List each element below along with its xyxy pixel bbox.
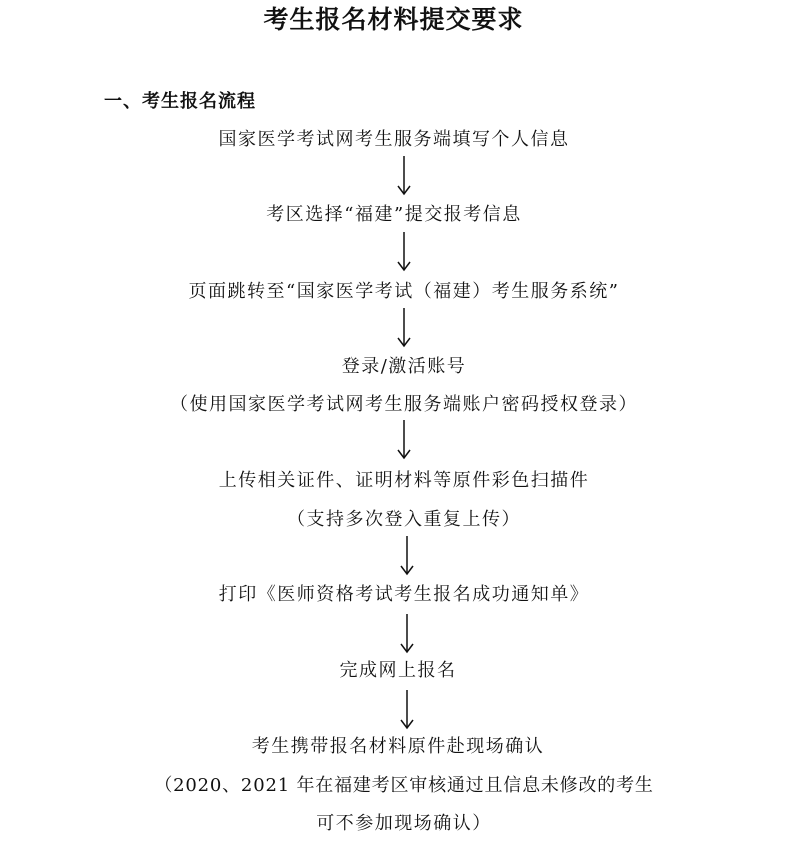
flow-step-onsite-note-2: 可不参加现场确认）	[316, 813, 492, 834]
document-title: 考生报名材料提交要求	[263, 5, 524, 34]
flow-step-onsite-note-1: （2020、2021 年在福建考区审核通过且信息未修改的考生	[154, 775, 654, 796]
flow-arrow-down-icon	[399, 536, 415, 576]
flow-step-complete: 完成网上报名	[339, 660, 457, 681]
flow-step-select-region: 考区选择“福建”提交报考信息	[266, 204, 522, 225]
flow-arrow-down-icon	[396, 232, 412, 272]
flow-step-upload-note: （支持多次登入重复上传）	[287, 509, 521, 530]
flow-step-login-note: （使用国家医学考试网考生服务端账户密码授权登录）	[170, 394, 638, 415]
flow-step-print-notice: 打印《医师资格考试考生报名成功通知单》	[218, 584, 590, 605]
section-heading: 一、考生报名流程	[104, 91, 256, 112]
flow-step-onsite-confirm: 考生携带报名材料原件赴现场确认	[251, 736, 545, 757]
flow-step-redirect: 页面跳转至“国家医学考试（福建）考生服务系统”	[188, 281, 620, 302]
flow-step-fill-info: 国家医学考试网考生服务端填写个人信息	[218, 129, 570, 150]
flow-arrow-down-icon	[399, 690, 415, 730]
flow-step-login: 登录/激活账号	[341, 356, 467, 377]
flow-step-upload: 上传相关证件、证明材料等原件彩色扫描件	[218, 470, 590, 491]
flow-arrow-down-icon	[399, 614, 415, 654]
flow-arrow-down-icon	[396, 308, 412, 348]
flow-arrow-down-icon	[396, 420, 412, 460]
flow-arrow-down-icon	[396, 156, 412, 196]
